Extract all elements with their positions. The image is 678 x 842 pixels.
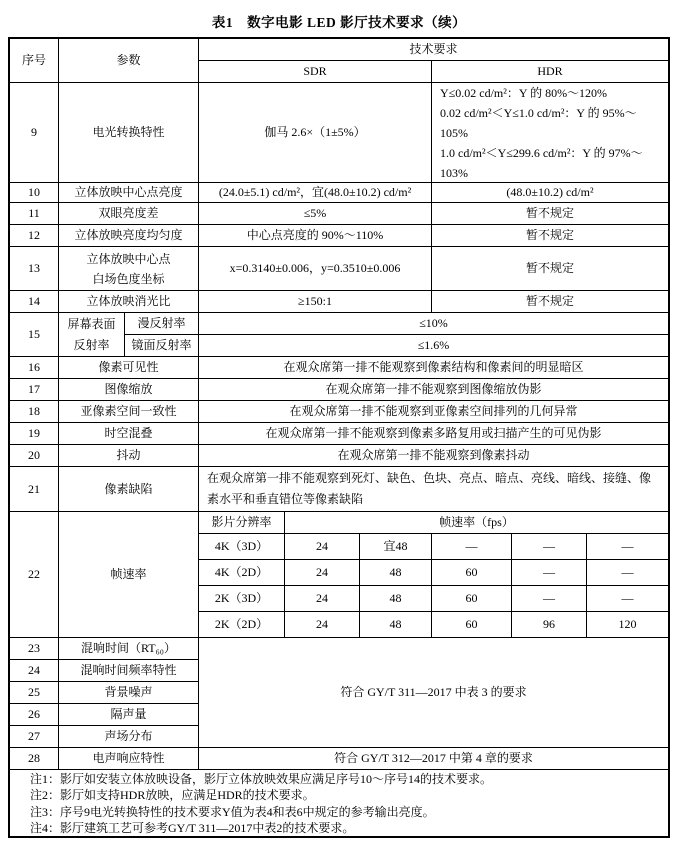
row10-hdr: (48.0±10.2) cd/m² xyxy=(432,183,668,203)
row22-4k2d-v1: 24 xyxy=(285,560,360,586)
row14-no: 14 xyxy=(10,291,59,313)
row21-value-text: 在观众席第一排不能观察到死灯、缺色、色块、亮点、暗点、亮线、暗线、接缝、像素水平和垂直错位等像素缺陷 xyxy=(207,471,652,506)
row15-sub2-value: ≤1.6% xyxy=(199,335,668,357)
row11-sdr: ≤5% xyxy=(199,203,432,225)
row23-param: 混响时间（RT₆₀） xyxy=(59,638,199,660)
row9-no: 9 xyxy=(10,83,59,183)
row28-value: 符合 GY/T 312—2017 中第 4 章的要求 xyxy=(199,748,668,770)
row9-hdr xyxy=(432,83,668,183)
row22-2k3d-v2: 48 xyxy=(360,586,432,612)
row13-param xyxy=(59,247,199,291)
row24-param: 混响时间频率特性 xyxy=(59,660,199,682)
row18-no: 18 xyxy=(10,401,59,423)
row24-no: 24 xyxy=(10,660,59,682)
row17-no: 17 xyxy=(10,379,59,401)
row10-param: 立体放映中心点亮度 xyxy=(59,183,199,203)
row22-2k2d-v5: 120 xyxy=(587,612,668,638)
row9-hdr-line1: Y≤0.02 cd/m²：Y 的 80%～120% xyxy=(440,85,608,100)
row15-no: 15 xyxy=(10,313,59,357)
row22-2k2d-label: 2K（2D） xyxy=(199,612,285,638)
row22-2k2d-v3: 60 xyxy=(432,612,512,638)
row21-param: 像素缺陷 xyxy=(59,467,199,512)
row28-no: 28 xyxy=(10,748,59,770)
row20-param: 抖动 xyxy=(59,445,199,467)
row20-value: 在观众席第一排不能观察到像素抖动 xyxy=(199,445,668,467)
row22-4k2d-v3: 60 xyxy=(432,560,512,586)
row27-no: 27 xyxy=(10,726,59,748)
table-notes xyxy=(10,770,668,836)
row15-param-line2: 反射率 xyxy=(73,337,110,352)
row26-param: 隔声量 xyxy=(59,704,199,726)
row9-hdr-line2: 0.02 cd/m²＜Y≤1.0 cd/m²：Y 的 95%～105% xyxy=(440,105,637,140)
row22-2k3d-label: 2K（3D） xyxy=(199,586,285,612)
row11-hdr: 暂不规定 xyxy=(432,203,668,225)
header-no: 序号 xyxy=(10,39,59,83)
row22-4k2d-label: 4K（2D） xyxy=(199,560,285,586)
row16-param: 像素可见性 xyxy=(59,357,199,379)
row19-param: 时空混叠 xyxy=(59,423,199,445)
row22-4k2d-v4: — xyxy=(512,560,587,586)
row15-sub2-label: 镜面反射率 xyxy=(125,335,199,357)
row22-2k3d-v1: 24 xyxy=(285,586,360,612)
note-4: 注4：影厅建筑工艺可参考GY/T 311—2017中表2的技术要求。 xyxy=(30,820,355,835)
row25-param: 背景噪声 xyxy=(59,682,199,704)
header-sdr: SDR xyxy=(199,61,432,83)
row16-no: 16 xyxy=(10,357,59,379)
row22-2k2d-v4: 96 xyxy=(512,612,587,638)
row28-param: 电声响应特性 xyxy=(59,748,199,770)
rows23-27-merged-value: 符合 GY/T 311—2017 中表 3 的要求 xyxy=(199,638,668,748)
row13-sdr: x=0.3140±0.006，y=0.3510±0.006 xyxy=(199,247,432,291)
row18-param: 亚像素空间一致性 xyxy=(59,401,199,423)
row22-4k3d-v2: 宜48 xyxy=(360,534,432,560)
note-2: 注2：影厅如支持HDR放映，应满足HDR的技术要求。 xyxy=(30,788,315,803)
row9-hdr-line3: 1.0 cd/m²＜Y≤299.6 cd/m²：Y 的 97%～103% xyxy=(440,145,643,180)
row9-param: 电光转换特性 xyxy=(59,83,199,183)
table-title: 表1 数字电影 LED 影厅技术要求（续） xyxy=(211,15,467,30)
row13-param-line1: 立体放映中心点 xyxy=(86,251,171,266)
row19-no: 19 xyxy=(10,423,59,445)
row16-value: 在观众席第一排不能观察到像素结构和像素间的明显暗区 xyxy=(199,357,668,379)
note-1: 注1：影厅如安装立体放映设备，影厅立体放映效果应满足序号10～序号14的技术要求。 xyxy=(30,771,493,786)
row19-value: 在观众席第一排不能观察到像素多路复用或扫描产生的可见伪影 xyxy=(199,423,668,445)
row13-param-line2: 白场色度坐标 xyxy=(92,271,165,286)
row22-fps-header: 帧速率（fps） xyxy=(285,512,668,534)
row15-param xyxy=(59,313,125,357)
note-3: 注3：序号9电光转换特性的技术要求Y值为表4和表6中规定的参考输出亮度。 xyxy=(30,804,435,819)
row13-no: 13 xyxy=(10,247,59,291)
row22-2k2d-v1: 24 xyxy=(285,612,360,638)
row11-param: 双眼亮度差 xyxy=(59,203,199,225)
row22-param: 帧速率 xyxy=(59,512,199,638)
row26-no: 26 xyxy=(10,704,59,726)
row22-resolution-header: 影片分辨率 xyxy=(199,512,285,534)
row22-2k2d-v2: 48 xyxy=(360,612,432,638)
row22-4k2d-v2: 48 xyxy=(360,560,432,586)
row11-no: 11 xyxy=(10,203,59,225)
row21-no: 21 xyxy=(10,467,59,512)
row15-sub1-value: ≤10% xyxy=(199,313,668,335)
row13-hdr: 暂不规定 xyxy=(432,247,668,291)
row27-param: 声场分布 xyxy=(59,726,199,748)
row22-4k3d-v1: 24 xyxy=(285,534,360,560)
row22-2k3d-v5: — xyxy=(587,586,668,612)
row10-sdr: (24.0±5.1) cd/m²，宜(48.0±10.2) cd/m² xyxy=(199,183,432,203)
row22-4k2d-v5: — xyxy=(587,560,668,586)
row22-4k3d-v5: — xyxy=(587,534,668,560)
row25-no: 25 xyxy=(10,682,59,704)
row22-2k3d-v3: 60 xyxy=(432,586,512,612)
row12-param: 立体放映亮度均匀度 xyxy=(59,225,199,247)
row17-value: 在观众席第一排不能观察到图像缩放伪影 xyxy=(199,379,668,401)
row14-hdr: 暂不规定 xyxy=(432,291,668,313)
row12-sdr: 中心点亮度的 90%～110% xyxy=(199,225,432,247)
header-param: 参数 xyxy=(59,39,199,83)
row17-param: 图像缩放 xyxy=(59,379,199,401)
header-hdr: HDR xyxy=(432,61,668,83)
row21-value xyxy=(199,467,668,512)
row12-hdr: 暂不规定 xyxy=(432,225,668,247)
row22-no: 22 xyxy=(10,512,59,638)
row14-param: 立体放映消光比 xyxy=(59,291,199,313)
row22-4k3d-label: 4K（3D） xyxy=(199,534,285,560)
row9-sdr: 伽马 2.6×（1±5%） xyxy=(199,83,432,183)
requirements-table xyxy=(8,37,670,838)
row20-no: 20 xyxy=(10,445,59,467)
row14-sdr: ≥150:1 xyxy=(199,291,432,313)
row15-param-line1: 屏幕表面 xyxy=(67,316,116,331)
row22-4k3d-v3: — xyxy=(432,534,512,560)
row22-4k3d-v4: — xyxy=(512,534,587,560)
row23-no: 23 xyxy=(10,638,59,660)
row12-no: 12 xyxy=(10,225,59,247)
row10-no: 10 xyxy=(10,183,59,203)
row15-sub1-label: 漫反射率 xyxy=(125,313,199,335)
header-requirement: 技术要求 xyxy=(199,39,668,61)
row18-value: 在观众席第一排不能观察到亚像素空间排列的几何异常 xyxy=(199,401,668,423)
row22-2k3d-v4: — xyxy=(512,586,587,612)
